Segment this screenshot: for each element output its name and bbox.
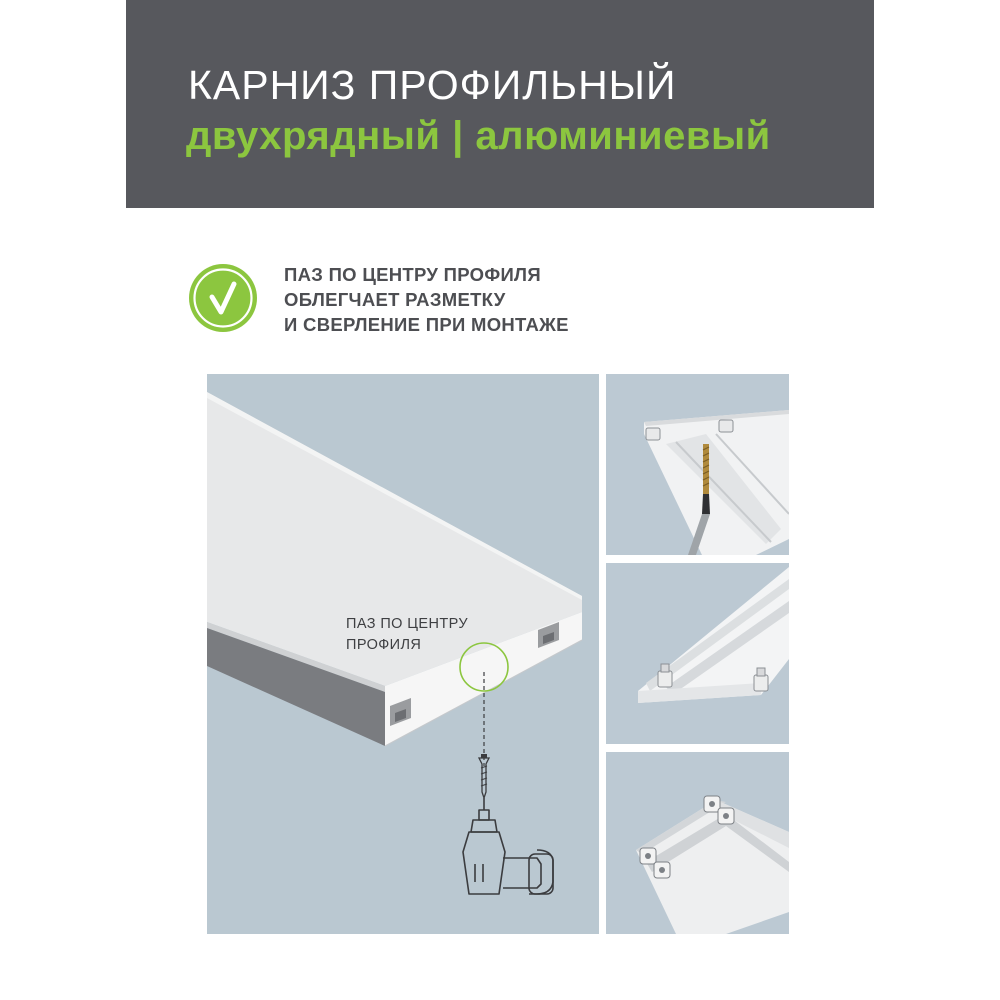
screw-icon [479,754,489,798]
feature-line: ПАЗ ПО ЦЕНТРУ ПРОФИЛЯ [284,264,541,285]
track-end-photo [606,752,789,934]
bracket-rail-photo [606,563,789,744]
callout-line: ПРОФИЛЯ [346,637,422,653]
feature-description [284,262,569,337]
feature-line: И СВЕРЛЕНИЕ ПРИ МОНТАЖЕ [284,314,569,335]
check-icon [188,263,258,333]
header-banner [126,0,874,208]
callout-label [346,614,468,656]
profile-illustration [207,374,599,934]
screw-mounting-photo [606,374,789,555]
banner-title: КАРНИЗ ПРОФИЛЬНЫЙ [188,62,677,108]
feature-line: ОБЛЕГЧАЕТ РАЗМЕТКУ [284,289,506,310]
drill-icon [463,798,553,894]
banner-subtitle: двухрядный | алюминиевый [186,114,771,158]
callout-line: ПАЗ ПО ЦЕНТРУ [346,616,468,632]
